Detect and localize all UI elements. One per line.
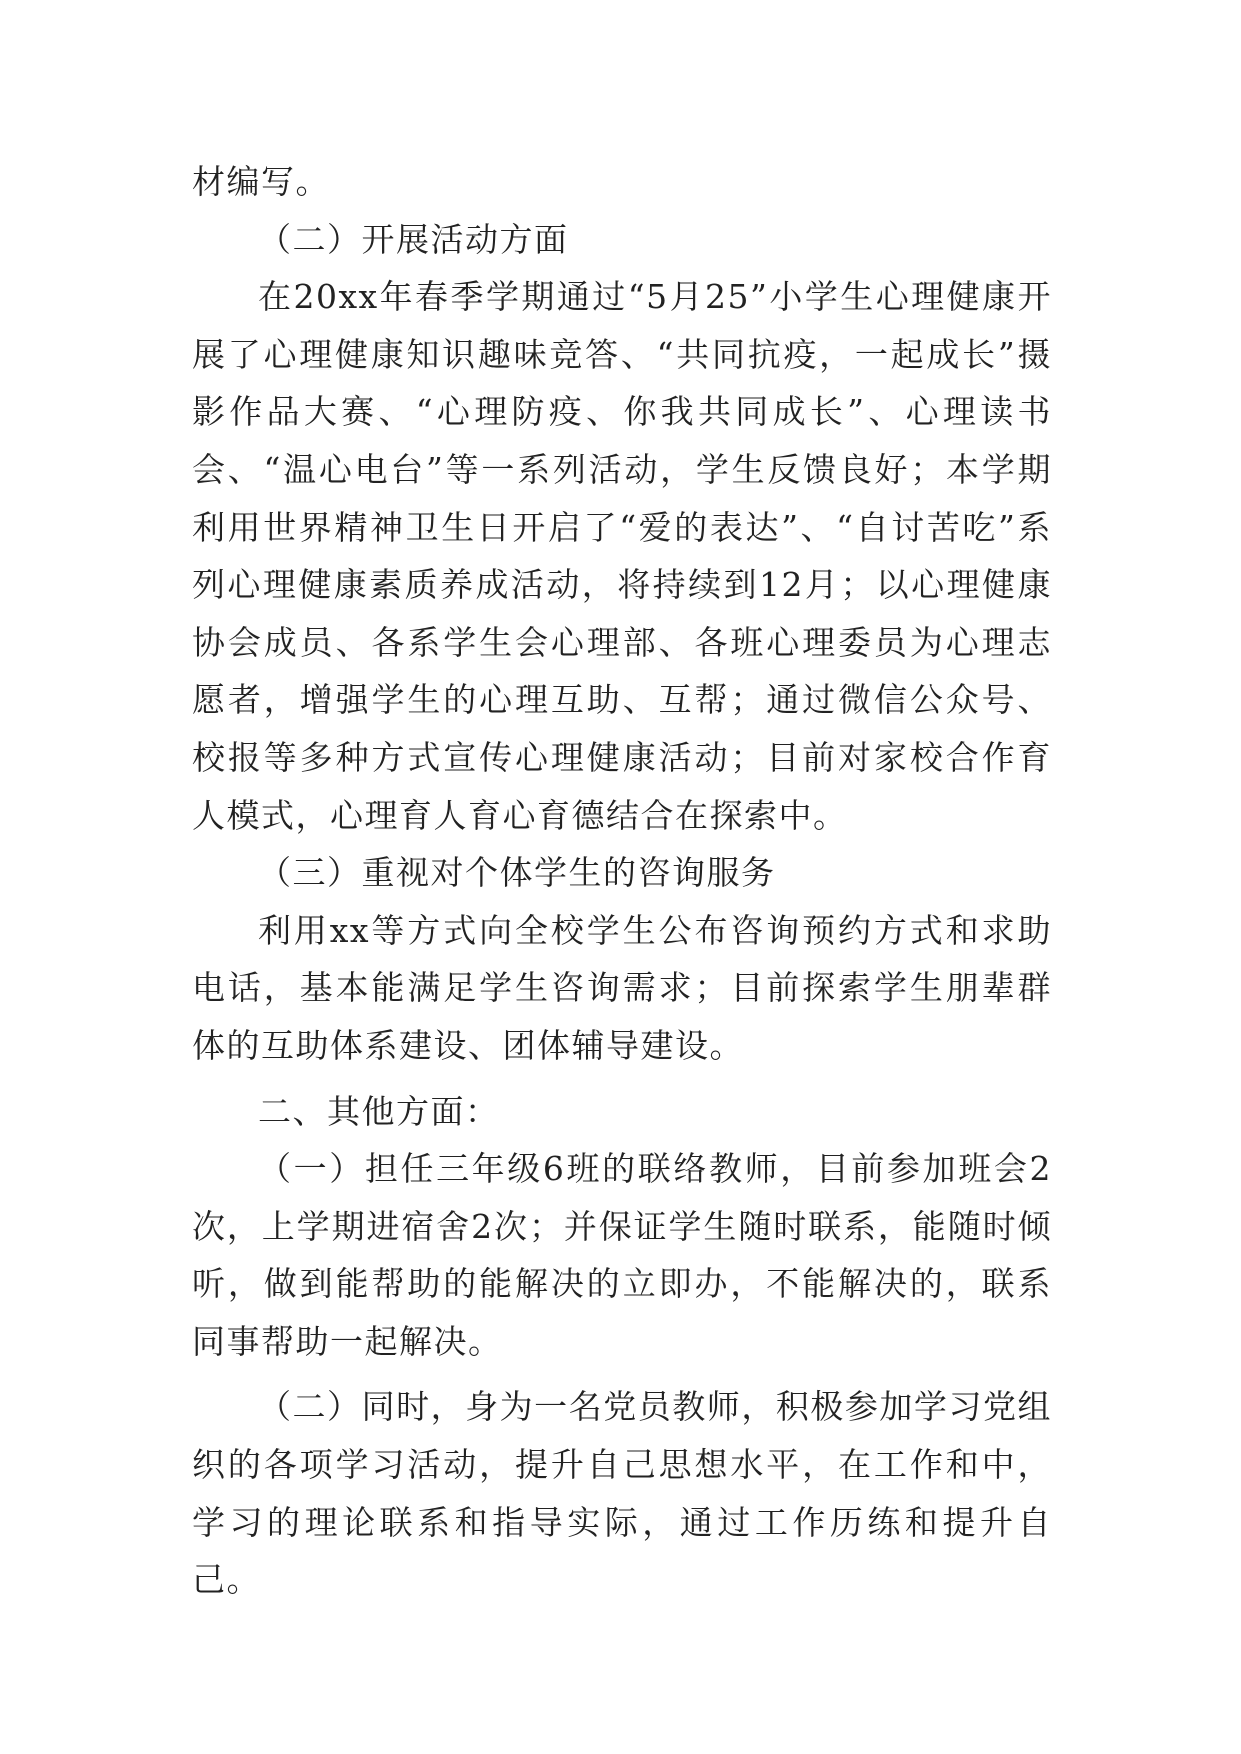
paragraph-liaison-teacher: （一）担任三年级6班的联络教师，目前参加班会2次，上学期进宿舍2次；并保证学生随时联系，能随时倾听，做到能帮助的能解决的立即办，不能解决的，联系同事帮助一起解决。	[192, 1149, 1052, 1361]
paragraph-continuation: 材编写。	[192, 162, 330, 201]
paragraph-activities: 在20xx年春季学期通过“5月25”小学生心理健康开展了心理健康知识趣味竞答、“共同抗疫，一起成长”摄影作品大赛、“心理防疫、你我共同成长”、心理读书会、“温心电台”等一系列活动，学生反馈良好；本学期利用世界精神卫生日开启了“爱的表达”、“自讨苦吃”系列心理健康素质养成活动，将持续到12月；以心理健康协会成员、各系学生会心理部、各班心理委员为心理志愿者，增强学生的心理互助、互帮；通过微信公众号、校报等多种方式宣传心理健康活动；目前对家校合作育人模式，心理育人育心育德结合在探索中。	[192, 277, 1052, 835]
section-heading-other: 二、其他方面：	[258, 1091, 500, 1131]
section-heading-counseling: （三）重视对个体学生的咨询服务	[258, 853, 776, 893]
document-body	[192, 153, 1052, 1609]
section-heading-activities: （二）开展活动方面	[258, 219, 569, 259]
paragraph-counseling: 利用xx等方式向全校学生公布咨询预约方式和求助电话，基本能满足学生咨询需求；目前探索学生朋辈群体的互助体系建设、团体辅导建设。	[192, 910, 1052, 1065]
paragraph-party-member: （二）同时，身为一名党员教师，积极参加学习党组织的各项学习活动，提升自己思想水平，在工作和中，学习的理论联系和指导实际，通过工作历练和提升自己。	[192, 1387, 1052, 1600]
